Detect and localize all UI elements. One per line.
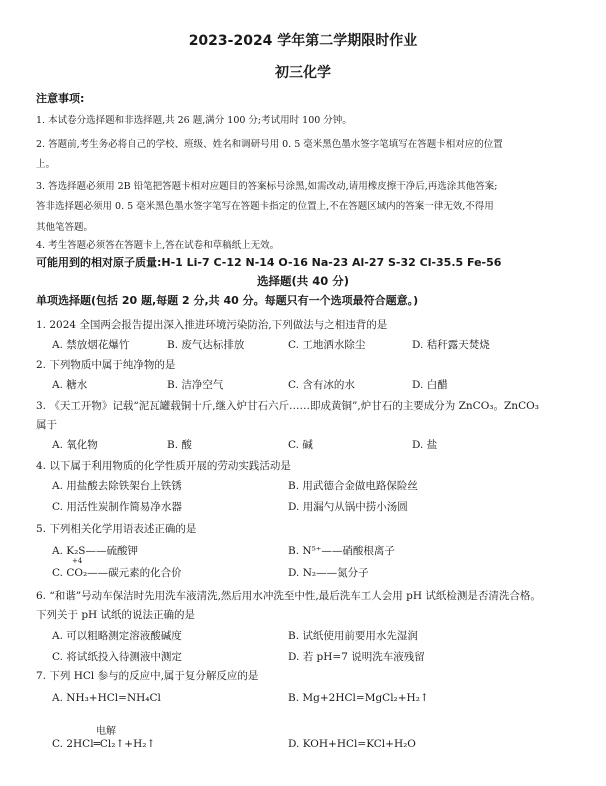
question-stem: 4. 以下属于利用物质的化学性质开展的劳动实践活动是 bbox=[36, 460, 291, 472]
option-d: D. 白醋 bbox=[412, 379, 448, 391]
note-line: 4. 考生答题必须答在答题卡上,答在试卷和草稿纸上无效。 bbox=[36, 240, 280, 251]
option-b: B. 用武德合金做电路保险丝 bbox=[288, 480, 418, 492]
note-line: 上。 bbox=[36, 159, 56, 170]
option-d: D. N₂——氮分子 bbox=[288, 567, 369, 579]
notes-heading: 注意事项: bbox=[36, 92, 85, 105]
option-c: C. 2HCl═Cl₂↑+H₂↑ bbox=[52, 738, 156, 750]
exam-title: 2023-2024 学年第二学期限时作业 bbox=[188, 33, 418, 49]
note-line: 2. 答题前,考生务必将自己的学校、班级、姓名和调研号用 0. 5 毫米黑色墨水签字笔填写在答题卡相对应的位置 bbox=[36, 139, 503, 150]
option-a: A. 禁放烟花爆竹 bbox=[52, 339, 130, 351]
option-a: A. NH₃+HCl=NH₄Cl bbox=[52, 692, 161, 704]
option-d: D. KOH+HCl=KCl+H₂O bbox=[288, 738, 416, 750]
option-c: C. 碱 bbox=[288, 439, 313, 451]
option-a: A. 用盐酸去除铁架台上铁锈 bbox=[52, 480, 182, 492]
option-b: B. 试纸使用前要用水先湿润 bbox=[288, 630, 418, 642]
option-d: D. 秸秆露天焚烧 bbox=[412, 339, 490, 351]
question-stem: 7. 下列 HCl 参与的反应中,属于复分解反应的是 bbox=[36, 670, 259, 682]
question-stem: 1. 2024 全国两会报告提出深入推进环境污染防治,下列做法与之相违背的是 bbox=[36, 319, 388, 331]
section-instruction: 单项选择题(包括 20 题,每题 2 分,共 40 分。每题只有一个选项最符合题意。) bbox=[36, 294, 419, 307]
option-b: B. N⁵⁺——硝酸根离子 bbox=[288, 545, 395, 557]
option-d: D. 若 pH=7 说明洗车液残留 bbox=[288, 651, 425, 663]
option-b: B. 废气达标排放 bbox=[167, 339, 245, 351]
option-d: D. 盐 bbox=[412, 439, 438, 451]
option-c: C. 将试纸投入待测液中测定 bbox=[52, 651, 182, 663]
option-a: A. K₂S——硫酸钾 bbox=[52, 545, 139, 557]
question-stem: 下列关于 pH 试纸的说法正确的是 bbox=[36, 609, 196, 621]
option-c: C. 含有冰的水 bbox=[288, 379, 355, 391]
option-c: C. 工地洒水除尘 bbox=[288, 339, 366, 351]
question-stem: 5. 下列相关化学用语表述正确的是 bbox=[36, 523, 197, 535]
option-c: C. 用活性炭制作简易净水器 bbox=[52, 501, 182, 513]
section-title: 选择题(共 40 分) bbox=[256, 274, 350, 288]
option-a: A. 糖水 bbox=[52, 379, 88, 391]
question-stem: 6. “和谐”号动车保洁时先用洗车液清洗,然后用水冲洗至中性,最后洗车工人会用 pH 试纸检测是否清洗合格。 bbox=[36, 590, 541, 602]
option-d: D. 用漏勺从锅中捞小汤圆 bbox=[288, 501, 408, 513]
option-c: C. CO₂——碳元素的化合价 bbox=[52, 567, 182, 579]
exam-subject: 初三化学 bbox=[275, 65, 331, 81]
question-stem: 3. 《天工开物》记载“泥瓦罐载铜十斤,继入炉甘石六斤……即成黄铜”,炉甘石的主要成分为 ZnCO₃。ZnCO₃ bbox=[36, 400, 539, 412]
question-stem: 属于 bbox=[36, 419, 57, 431]
atomic-masses: 可能用到的相对原子质量:H-1 Li-7 C-12 N-14 O-16 Na-23 Al-27 S-32 Cl-35.5 Fe-56 bbox=[36, 256, 502, 269]
option-b: B. 酸 bbox=[167, 439, 192, 451]
option-a: A. 氧化物 bbox=[52, 439, 98, 451]
reaction-condition: 电解 bbox=[96, 726, 116, 737]
option-b: B. Mg+2HCl=MgCl₂+H₂↑ bbox=[288, 692, 429, 704]
note-line: 其他笔答题。 bbox=[36, 222, 94, 233]
note-line: 1. 本试卷分选择题和非选择题,共 26 题,满分 100 分;考试用时 100 分钟。 bbox=[36, 115, 352, 126]
note-line: 3. 答选择题必须用 2B 铅笔把答题卡相对应题目的答案标号涂黑,如需改动,请用橡皮擦干净后,再选涂其他答案; bbox=[36, 181, 498, 192]
question-stem: 2. 下列物质中属于纯净物的是 bbox=[36, 359, 176, 371]
note-line: 答非选择题必须用 0. 5 毫米黑色墨水签字笔写在答题卡指定的位置上,不在答题区域内的答案一律无效,不得用 bbox=[36, 201, 494, 212]
valence-mark: +4 bbox=[72, 557, 83, 565]
option-a: A. 可以粗略测定溶液酸碱度 bbox=[52, 630, 182, 642]
option-b: B. 洁净空气 bbox=[167, 379, 224, 391]
